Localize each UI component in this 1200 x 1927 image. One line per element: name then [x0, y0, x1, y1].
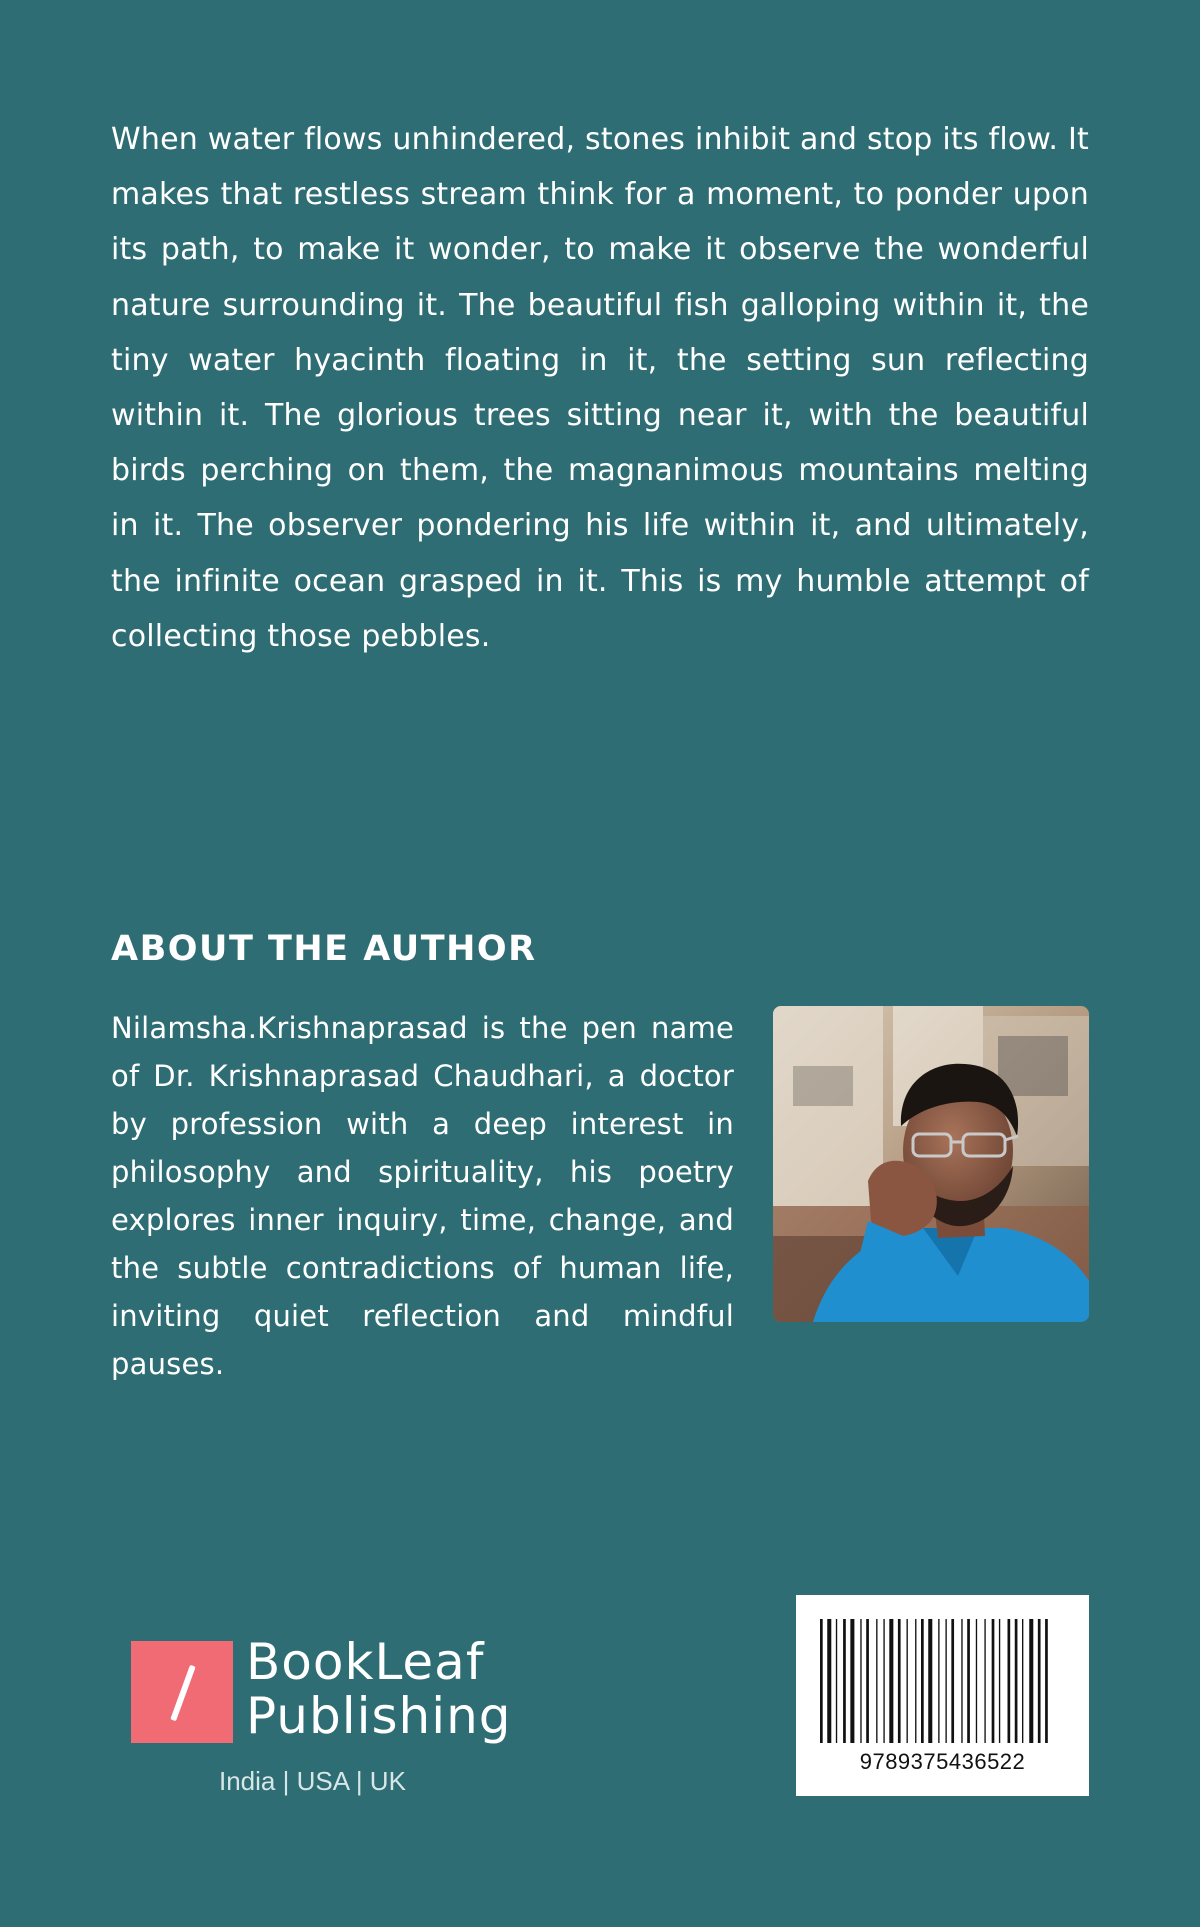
author-bio: Nilamsha.Krishnaprasad is the pen name of Dr. Krishnaprasad Chaudhari, a doctor by profession with a deep interest in philosophy and spirituality, his poetry explores inner inquiry, time, change, and the subtle contradictions of human life, inviting quiet reflection and mindful pauses.	[111, 1011, 734, 1381]
isbn-barcode	[796, 1595, 1089, 1796]
author-photo	[773, 1006, 1089, 1322]
isbn-number: 9789375436522	[859, 1749, 1026, 1774]
bookleaf-logo	[131, 1633, 512, 1808]
publisher-locations: India | USA | UK	[219, 1766, 406, 1796]
publisher-name-line2: Publishing	[246, 1687, 512, 1745]
back-cover-blurb: When water flows unhindered, stones inhibit and stop its flow. It makes that restless stream think for a moment, to ponder upon its path, to make it wonder, to make it observe the wonderful nature surrounding it. The beautiful fish galloping within it, the tiny water hyacinth floating in it, the setting sun reflecting within it. The glorious trees sitting near it, with the beautiful birds perching on them, the magnanimous mountains melting in it. The observer pondering his life within it, and ultimately, the infinite ocean grasped in it. This is my humble attempt of collecting those pebbles.	[111, 122, 1089, 654]
barcode-bars	[820, 1619, 1065, 1743]
about-author-heading: ABOUT THE AUTHOR	[111, 929, 537, 969]
publisher-name-line1: BookLeaf	[246, 1633, 485, 1691]
bookleaf-logo-mark	[131, 1641, 233, 1743]
